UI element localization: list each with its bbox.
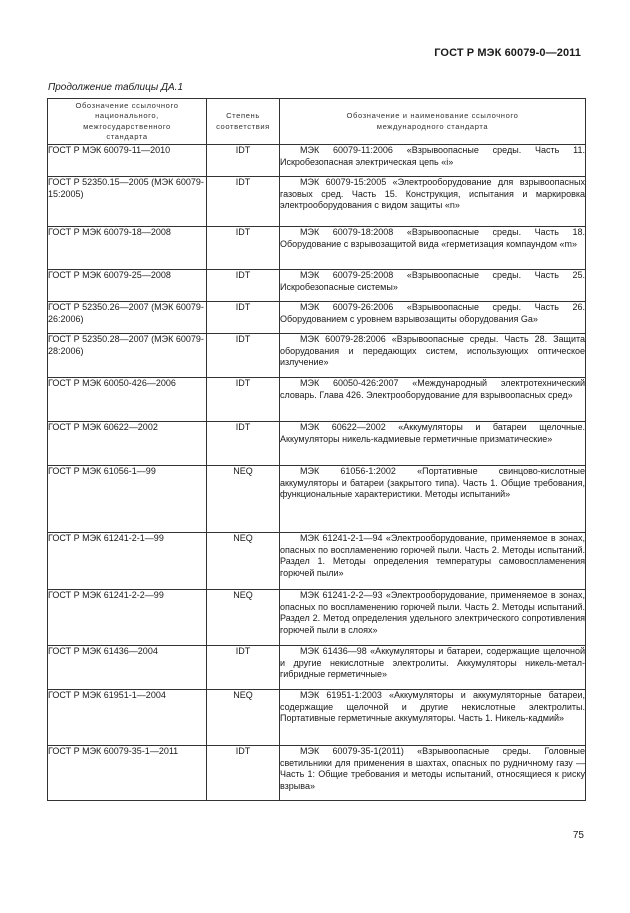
international-standard-cell bbox=[280, 227, 586, 270]
degree-of-correspondence: IDT bbox=[207, 302, 280, 334]
international-standard-description: МЭК 60050-426:2007 «Международный электротехнический словарь. Глава 426. Электрооборудование для взрывоопасных сред» bbox=[280, 378, 585, 400]
national-standard-code: ГОСТ Р МЭК 61056-1—99 bbox=[48, 466, 207, 533]
national-standard-code: ГОСТ Р МЭК 60079-11—2010 bbox=[48, 145, 207, 177]
national-standard-code: ГОСТ Р МЭК 61241-2-1—99 bbox=[48, 533, 207, 590]
degree-of-correspondence: NEQ bbox=[207, 466, 280, 533]
degree-of-correspondence: IDT bbox=[207, 177, 280, 227]
column-header-degree: Степень соответствия bbox=[207, 99, 280, 145]
table-row bbox=[48, 690, 586, 746]
international-standard-cell bbox=[280, 145, 586, 177]
table-row bbox=[48, 378, 586, 422]
degree-of-correspondence: IDT bbox=[207, 646, 280, 690]
column-header-national-standard: Обозначение ссылочного национального, межгосударственного стандарта bbox=[48, 99, 207, 145]
table-row bbox=[48, 270, 586, 302]
table-row bbox=[48, 302, 586, 334]
table-row bbox=[48, 422, 586, 466]
table-row bbox=[48, 746, 586, 801]
table-row bbox=[48, 533, 586, 590]
national-standard-code: ГОСТ Р МЭК 60079-25—2008 bbox=[48, 270, 207, 302]
international-standard-description: МЭК 61241-2-1—94 «Электрооборудование, применяемое в зонах, опасных по воспламенению горючей пыли. Часть 2. Методы испытаний. Раздел 1. Методы определения температуры самовоспламенения горючей пыли» bbox=[280, 533, 585, 578]
degree-of-correspondence: IDT bbox=[207, 227, 280, 270]
degree-of-correspondence: IDT bbox=[207, 746, 280, 801]
international-standard-cell bbox=[280, 422, 586, 466]
international-standard-cell bbox=[280, 533, 586, 590]
international-standard-description: МЭК 61056-1:2002 «Портативные свинцово-кислотные аккумуляторы и батареи (закрытого типа). Часть 1. Общие требования, функциональные характеристики. Методы испытаний» bbox=[280, 466, 585, 499]
table-caption: Продолжение таблицы ДА.1 bbox=[48, 82, 184, 93]
national-standard-code: ГОСТ Р МЭК 60050-426—2006 bbox=[48, 378, 207, 422]
national-standard-code: ГОСТ Р 52350.15—2005 (МЭК 60079-15:2005) bbox=[48, 177, 207, 227]
table-row bbox=[48, 466, 586, 533]
national-standard-code: ГОСТ Р МЭК 60622—2002 bbox=[48, 422, 207, 466]
document-header: ГОСТ Р МЭК 60079-0—2011 bbox=[434, 47, 581, 59]
international-standard-description: МЭК 60079-25:2008 «Взрывоопасные среды. Часть 25. Искробезопасные системы» bbox=[280, 270, 585, 292]
international-standard-cell bbox=[280, 746, 586, 801]
international-standard-cell bbox=[280, 334, 586, 378]
international-standard-cell bbox=[280, 270, 586, 302]
international-standard-cell bbox=[280, 177, 586, 227]
page-number: 75 bbox=[572, 830, 584, 841]
table-row bbox=[48, 646, 586, 690]
international-standard-description: МЭК 60079-15:2005 «Электрооборудование для взрывоопасных газовых сред. Часть 15. Конструкция, испытания и маркировка электрооборудования с видом защиты «n» bbox=[280, 177, 585, 210]
degree-of-correspondence: IDT bbox=[207, 270, 280, 302]
international-standard-description: МЭК 61951-1:2003 «Аккумуляторы и аккумуляторные батареи, содержащие щелочной и другие некислотные электролиты. Портативные герметичные аккумуляторы. Часть 1. Никель-кадмий» bbox=[280, 690, 585, 723]
degree-of-correspondence: IDT bbox=[207, 422, 280, 466]
international-standard-cell bbox=[280, 302, 586, 334]
national-standard-code: ГОСТ Р МЭК 61241-2-2—99 bbox=[48, 590, 207, 646]
table-row bbox=[48, 145, 586, 177]
national-standard-code: ГОСТ Р МЭК 61951-1—2004 bbox=[48, 690, 207, 746]
table-row bbox=[48, 334, 586, 378]
international-standard-cell bbox=[280, 646, 586, 690]
national-standard-code: ГОСТ Р МЭК 60079-35-1—2011 bbox=[48, 746, 207, 801]
degree-of-correspondence: NEQ bbox=[207, 690, 280, 746]
international-standard-description: МЭК 60079-18:2008 «Взрывоопасные среды. Часть 18. Оборудование с взрывозащитой вида «герметизация компаундом «m» bbox=[280, 227, 585, 249]
international-standard-cell bbox=[280, 378, 586, 422]
international-standard-description: МЭК 61436—98 «Аккумуляторы и батареи, содержащие щелочной и другие некислотные электролиты. Аккумуляторы никель-метал-гибридные герметичные» bbox=[280, 646, 585, 679]
column-header-international-standard: Обозначение и наименование ссылочного международного стандарта bbox=[280, 99, 586, 145]
international-standard-cell bbox=[280, 466, 586, 533]
table-row bbox=[48, 590, 586, 646]
degree-of-correspondence: NEQ bbox=[207, 533, 280, 590]
degree-of-correspondence: IDT bbox=[207, 378, 280, 422]
international-standard-cell bbox=[280, 590, 586, 646]
national-standard-code: ГОСТ Р МЭК 60079-18—2008 bbox=[48, 227, 207, 270]
degree-of-correspondence: NEQ bbox=[207, 590, 280, 646]
table-header-row bbox=[48, 99, 586, 145]
degree-of-correspondence: IDT bbox=[207, 334, 280, 378]
degree-of-correspondence: IDT bbox=[207, 145, 280, 177]
table-row bbox=[48, 227, 586, 270]
international-standard-description: МЭК 60079-35-1(2011) «Взрывоопасные среды. Головные светильники для применения в шахтах, опасных по рудничному газу — Часть 1: Общие требования и методы испытаний, относящиеся к риску взрыва» bbox=[280, 746, 585, 791]
international-standard-description: МЭК 60079-26:2006 «Взрывоопасные среды. Часть 26. Оборудованием с уровнем взрывозащиты оборудования Ga» bbox=[280, 302, 585, 324]
national-standard-code: ГОСТ Р МЭК 61436—2004 bbox=[48, 646, 207, 690]
international-standard-cell bbox=[280, 690, 586, 746]
international-standard-description: МЭК 60079-11:2006 «Взрывоопасные среды. Часть 11. Искробезопасная электрическая цепь «i» bbox=[280, 145, 585, 167]
national-standard-code: ГОСТ Р 52350.28—2007 (МЭК 60079-28:2006) bbox=[48, 334, 207, 378]
international-standard-description: МЭК 60622—2002 «Аккумуляторы и батареи щелочные. Аккумуляторы никель-кадмиевые герметичные призматические» bbox=[280, 422, 585, 444]
table-row bbox=[48, 177, 586, 227]
international-standard-description: МЭК 61241-2-2—93 «Электрооборудование, применяемое в зонах, опасных по воспламенению горючей пыли. Часть 2. Методы испытаний. Раздел 2. Метод определения удельного электрического сопротивления горючей пыли в слоях» bbox=[280, 590, 585, 635]
international-standard-description: МЭК 60079-28:2006 «Взрывоопасные среды. Часть 28. Защита оборудования и передающих систем, использующих оптическое излучение» bbox=[280, 334, 585, 367]
national-standard-code: ГОСТ Р 52350.26—2007 (МЭК 60079-26:2006) bbox=[48, 302, 207, 334]
reference-table bbox=[47, 98, 586, 801]
